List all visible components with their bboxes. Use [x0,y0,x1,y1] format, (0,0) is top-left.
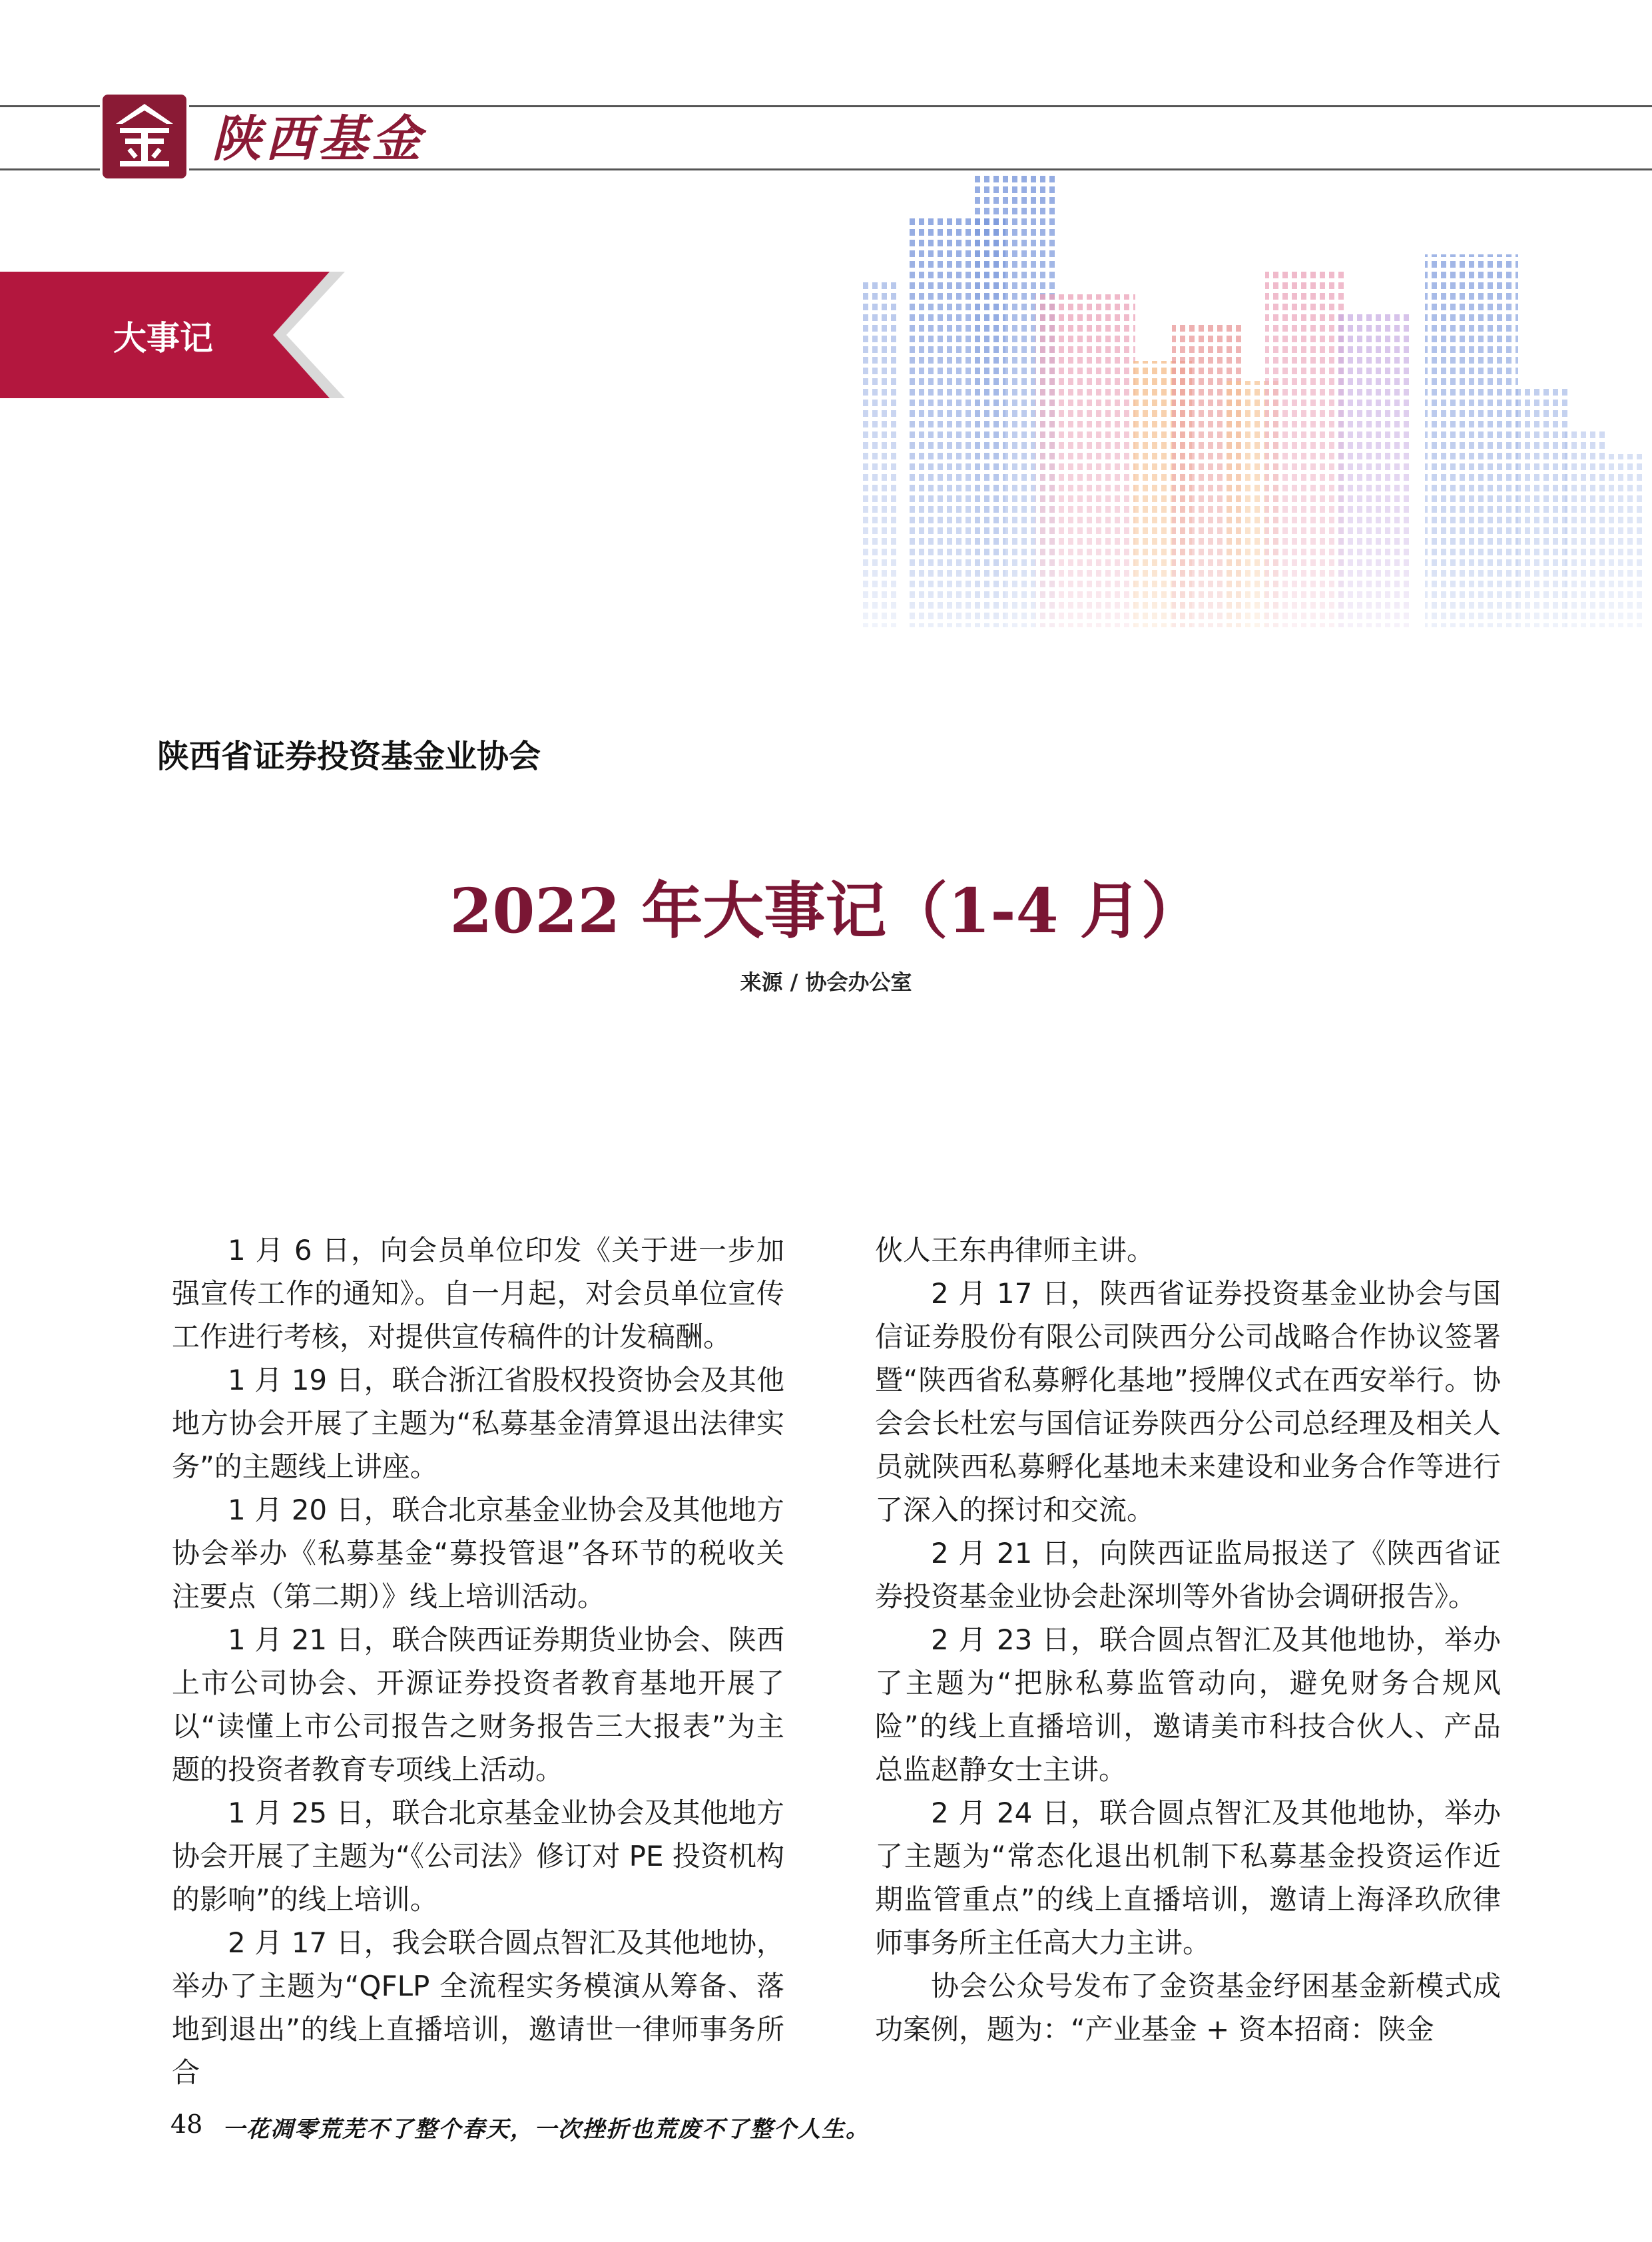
article-title: 2022 年大事记（1-4 月） [449,875,1203,947]
article-source: 来源 / 协会办公室 [740,970,912,995]
footer-quote: 一花凋零荒芜不了整个春天，一次挫折也荒废不了整个人生。 [222,2116,870,2143]
paragraph: 2 月 23 日，联合圆点智汇及其他地协，举办了主题为“把脉私募监管动向，避免财务合规风险”的线上直播培训，邀请美市科技合伙人、产品总监赵静女士主讲。 [875,1623,1501,1786]
paragraph: 1 月 21 日，联合陕西证券期货业协会、陕西上市公司协会、开源证券投资者教育基地开展了以“读懂上市公司报告之财务报告三大报表”为主题的投资者教育专项线上活动。 [172,1623,784,1786]
paragraph: 1 月 6 日，向会员单位印发《关于进一步加强宣传工作的通知》。自一月起，对会员单位宣传工作进行考核，对提供宣传稿件的计发稿酬。 [172,1234,784,1353]
paragraph: 2 月 24 日，联合圆点智汇及其他地协，举办了主题为“常态化退出机制下私募基金投资运作近期监管重点”的线上直播培训，邀请上海泽玖欣律师事务所主任高大力主讲。 [875,1797,1501,1959]
paragraph: 1 月 25 日，联合北京基金业协会及其他地方协会开展了主题为“《公司法》修订对 PE 投资机构的影响”的线上培训。 [172,1797,784,1916]
logo-icon [100,92,189,181]
paragraph: 1 月 19 日，联合浙江省股权投资协会及其他地方协会开展了主题为“私募基金清算退出法律实务”的主题线上讲座。 [172,1364,784,1483]
paragraph-continued: 伙人王东冉律师主讲。 [875,1234,1155,1266]
paragraph: 1 月 20 日，联合北京基金业协会及其他地方协会举办《私募基金“募投管退”各环节的税收关注要点（第二期）》线上培训活动。 [172,1494,784,1613]
paragraph: 协会公众号发布了金资基金纾困基金新模式成功案例，题为：“产业基金 + 资本招商：陕金 [875,1970,1501,2046]
left-column [172,1229,784,2094]
brand-title: 陕西基金 [212,111,425,168]
paragraph: 2 月 21 日，向陕西证监局报送了《陕西省证券投资基金业协会赴深圳等外省协会调研报告》。 [875,1537,1501,1613]
section-label: 大事记 [113,319,213,358]
right-column [875,1229,1501,2051]
page-number: 48 [170,2109,203,2139]
organization-name: 陕西省证券投资基金业协会 [157,738,541,775]
paragraph: 2 月 17 日，我会联合圆点智汇及其他地协，举办了主题为“QFLP 全流程实务模演从筹备、落地到退出”的线上直播培训，邀请世一律师事务所合 [172,1926,784,2089]
city-skyline-illustration [852,174,1652,681]
paragraph: 2 月 17 日，陕西省证券投资基金业协会与国信证券股份有限公司陕西分公司战略合作协议签署暨“陕西省私募孵化基地”授牌仪式在西安举行。协会会长杜宏与国信证券陕西分公司总经理及相关人员就陕西私募孵化基地未来建设和业务合作等进行了深入的探讨和交流。 [875,1277,1501,1526]
